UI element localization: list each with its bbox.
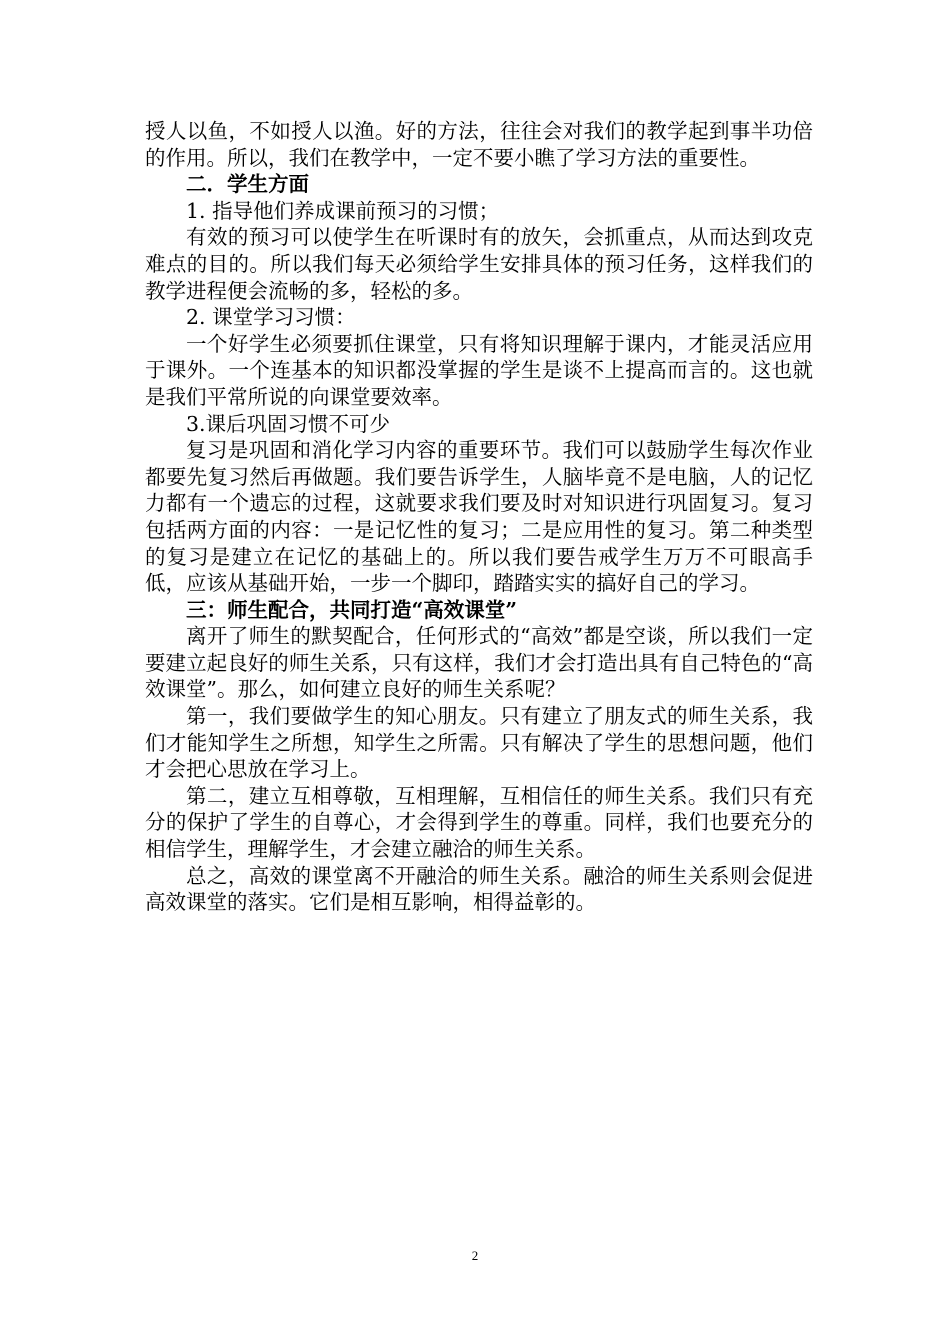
paragraph-first-point: 第一，我们要做学生的知心朋友。只有建立了朋友式的师生关系，我们才能知学生之所想，知学生之所需。只有解决了学生的思想问题，他们才会把心思放在学习上。 xyxy=(145,704,813,782)
subheading-review-habit: 3.课后巩固习惯不可少 xyxy=(186,411,391,436)
subheading-preview-habit: 1. 指导他们养成课前预习的习惯； xyxy=(186,198,500,223)
paragraph-second-point: 第二，建立互相尊敬，互相理解，互相信任的师生关系。我们只有充分的保护了学生的自尊心，才会得到学生的尊重。同样，我们也要充分的相信学生，理解学生，才会建立融洽的师生关系。 xyxy=(145,783,813,862)
paragraph-conclusion: 总之，高效的课堂离不开融洽的师生关系。融洽的师生关系则会促进高效课堂的落实。它们是相互影响，相得益彰的。 xyxy=(145,863,813,915)
document-body xyxy=(145,118,813,916)
paragraph-review: 复习是巩固和消化学习内容的重要环节。我们可以鼓励学生每次作业都要先复习然后再做题。我们要告诉学生，人脑毕竟不是电脑，人的记忆力都有一个遗忘的过程，这就要求我们要及时对知识进行巩固复习。复习包括两方面的内容：一是记忆性的复习；二是应用性的复习。第二种类型的复习是建立在记忆的基础上的。所以我们要告戒学生万万不可眼高手低，应该从基础开始，一步一个脚印，踏踏实实的搞好自己的学习。 xyxy=(145,438,813,596)
paragraph-preview: 有效的预习可以使学生在听课时有的放矢，会抓重点，从而达到攻克难点的目的。所以我们每天必须给学生安排具体的预习任务，这样我们的教学进程便会流畅的多，轻松的多。 xyxy=(145,225,813,303)
page-number: 2 xyxy=(471,1248,479,1263)
paragraph-classroom: 一个好学生必须要抓住课堂，只有将知识理解于课内，才能灵活应用于课外。一个连基本的知识都没掌握的学生是谈不上提高而言的。这也就是我们平常所说的向课堂要效率。 xyxy=(145,331,813,409)
paragraph-cooperation-intro: 离开了师生的默契配合，任何形式的“高效”都是空谈，所以我们一定要建立起良好的师生关系，只有这样，我们才会打造出具有自己特色的“高效课堂”。那么，如何建立良好的师生关系呢？ xyxy=(145,624,813,702)
paragraph-continuation: 授人以鱼，不如授人以渔。好的方法，往往会对我们的教学起到事半功倍的作用。所以，我们在教学中，一定不要小瞧了学习方法的重要性。 xyxy=(145,119,813,170)
section-heading-students: 二．学生方面 xyxy=(186,172,309,197)
section-heading-cooperation: 三：师生配合，共同打造“高效课堂” xyxy=(186,597,518,622)
subheading-classroom-habit: 2. 课堂学习习惯： xyxy=(186,305,356,330)
